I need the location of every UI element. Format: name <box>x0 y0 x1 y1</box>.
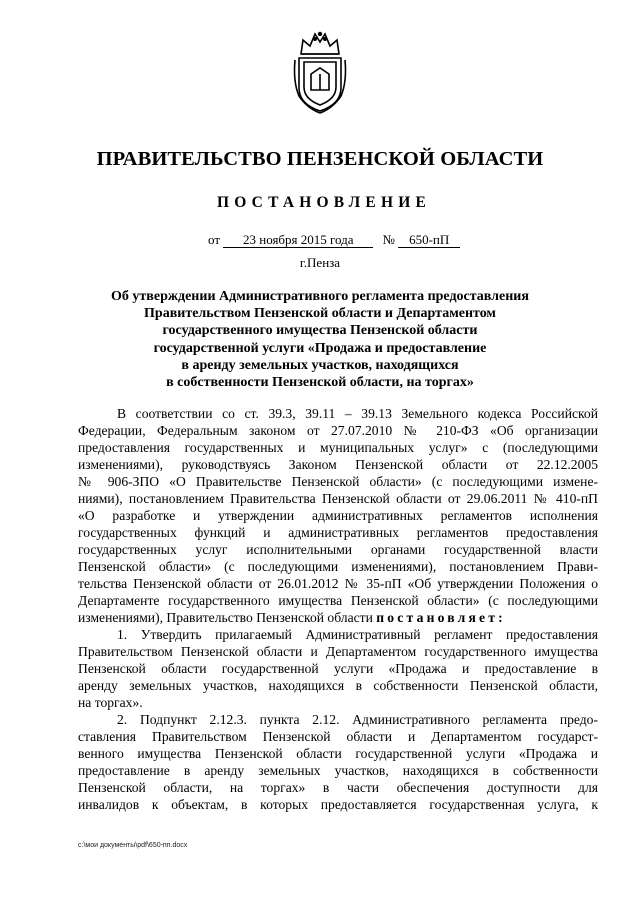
heading-line: в аренду земельных участков, находящихся <box>181 357 459 373</box>
heading-line: в собственности Пензенской области, на торгах» <box>166 375 474 391</box>
document-body <box>78 405 598 813</box>
body-line: № 906-ЗПО «О Правительстве Пензенской области» (с последующими измене- <box>78 474 598 489</box>
document-heading <box>90 288 550 391</box>
paragraph-2-line: Пензенской области, на торгах» в части обеспечения доступности для <box>78 780 598 795</box>
paragraph-1-line: Пензенской области государственной услуги «Продажа и предоставление в <box>78 661 598 676</box>
paragraph-2-line: ставления Правительством Пензенской области и Департаментом государст- <box>78 729 598 744</box>
body-line: Департаменте государственного имущества Пензенской области» (с последующими <box>78 593 598 608</box>
heading-line: государственного имущества Пензенской области <box>162 323 478 339</box>
paragraph-2-line: 2. Подпункт 2.12.3. пункта 2.12. Административного регламента предо- <box>117 712 598 727</box>
heading-line: Об утверждении Административного регламента предоставления <box>111 289 529 304</box>
body-line: тельства Пензенской области от 26.01.2012 № 35-пП «Об утверждении Положения о <box>78 576 598 591</box>
body-line: Пензенской области» (с последующими изменениями), постановлением Прави- <box>78 559 598 574</box>
body-line: В соответствии со ст. 39.3, 39.11 – 39.13 Земельного кодекса Российской <box>117 406 598 421</box>
document-date: 23 ноября 2015 года <box>223 232 373 248</box>
document-number: 650-пП <box>398 232 460 248</box>
paragraph-1-line: 1. Утвердить прилагаемый Административный регламент предоставления <box>117 627 598 642</box>
body-line: предоставления государственных и муниципальных услуг» с (последующими <box>78 440 598 455</box>
paragraph-1-line: на торгах». <box>78 695 143 710</box>
body-line: государственных услуг исполнительными органами государственной власти <box>78 542 598 557</box>
body-line: «О разработке и утверждении административных регламентов исполнения <box>78 508 598 523</box>
number-prefix: № <box>382 232 395 247</box>
government-title: ПРАВИТЕЛЬСТВО ПЕНЗЕНСКОЙ ОБЛАСТИ <box>96 148 544 170</box>
paragraph-2-line: предоставление в аренду земельных участков, находящихся в собственности <box>78 763 598 778</box>
paragraph-2-line: венного имущества Пензенской области государственной услуги «Продажа и <box>78 746 598 761</box>
date-prefix: от <box>208 232 221 247</box>
resolution-keyword: постановляет: <box>376 610 506 625</box>
document-type: ПОСТАНОВЛЕНИЕ <box>216 194 432 211</box>
paragraph-2-line: инвалидов к объектам, в которых предоставляется государственная услуга, к <box>78 797 598 812</box>
date-number-line <box>208 232 460 248</box>
body-line: изменениями), руководствуясь Законом Пензенской области от 22.12.2005 <box>78 457 598 472</box>
body-line: ниями), постановлением Правительства Пензенской области от 29.06.2011 № 410-пП <box>78 491 598 506</box>
body-line: Федерации, Федеральным законом от 27.07.2010 № 210-ФЗ «Об организации <box>78 423 598 438</box>
coat-of-arms-emblem <box>291 30 349 114</box>
city: г.Пенза <box>299 255 341 270</box>
paragraph-1-line: Правительством Пензенской области и Департаментом государственного имущества <box>78 644 598 659</box>
body-line-resolution <box>78 609 598 626</box>
file-path-footer: c:\мои документы\pdf\650-пп.docx <box>78 842 188 849</box>
body-line: государственных функций и административных регламентов предоставления <box>78 525 598 540</box>
heading-line: Правительством Пензенской области и Департаментом <box>144 306 496 322</box>
paragraph-1-line: аренду земельных участков, находящихся в собственности Пензенской области, <box>78 678 598 693</box>
resolution-prefix: изменениями), Правительство Пензенской области <box>78 610 373 625</box>
heading-line: государственной услуги «Продажа и предоставление <box>153 340 487 356</box>
